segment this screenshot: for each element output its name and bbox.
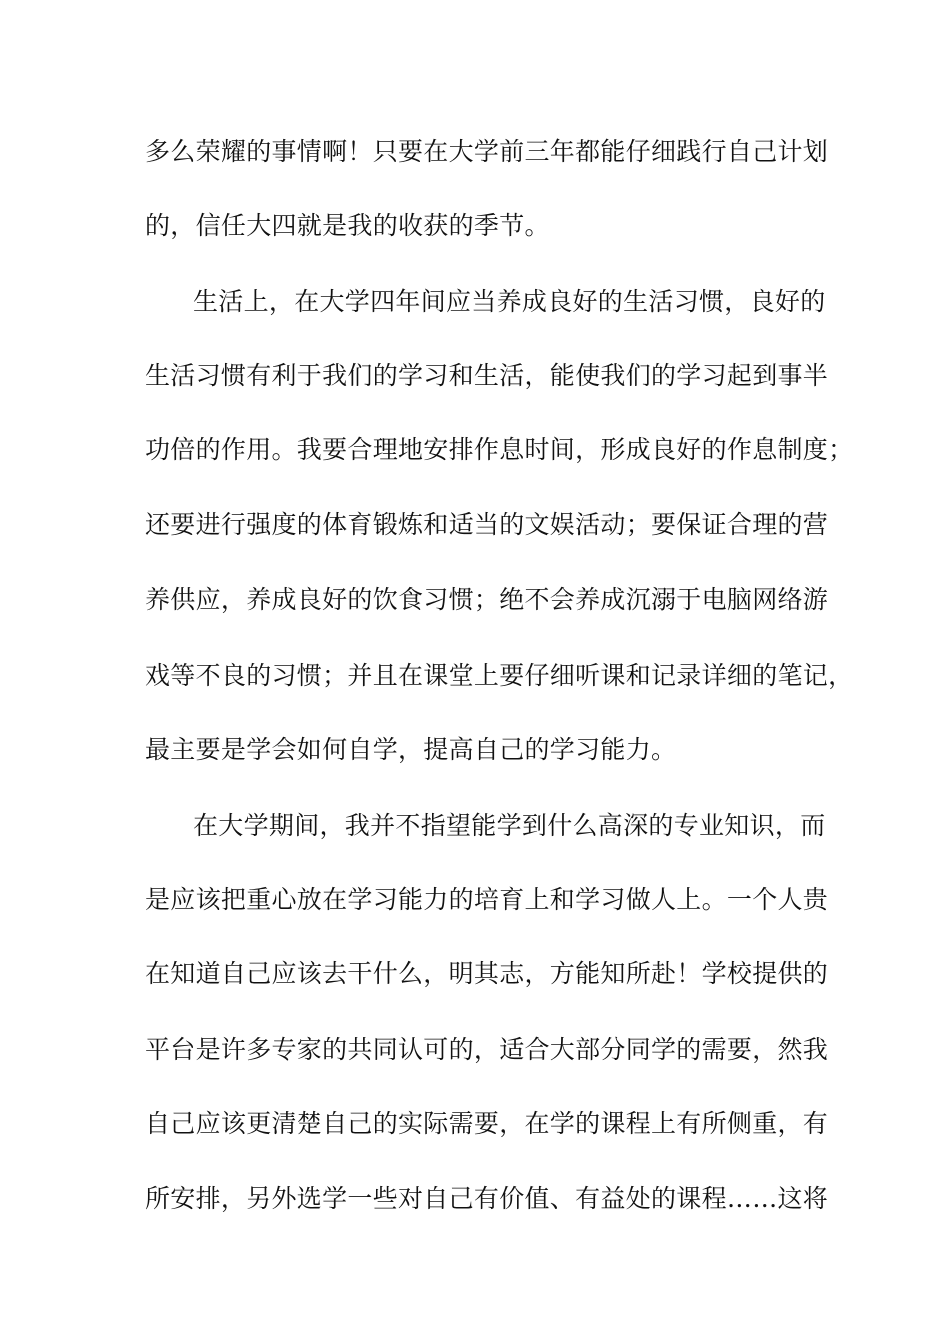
text-line: 所安排，另外选学一些对自己有价值、有益处的课程……这将 xyxy=(145,1184,829,1213)
text-line: 是应该把重心放在学习能力的培育上和学习做人上。一个人贵 xyxy=(145,885,829,914)
text-line: 最主要是学会如何自学，提高自己的学习能力。 xyxy=(145,735,677,764)
text-line: 生活习惯有利于我们的学习和生活，能使我们的学习起到事半 xyxy=(145,361,829,390)
text-line: 还要进行强度的体育锻炼和适当的文娱活动；要保证合理的营 xyxy=(145,510,829,539)
text-line: 戏等不良的习惯；并且在课堂上要仔细听课和记录详细的笔记， xyxy=(145,661,854,690)
text-line: 的，信任大四就是我的收获的季节。 xyxy=(145,211,550,240)
text-line: 平台是许多专家的共同认可的，适合大部分同学的需要，然我 xyxy=(145,1035,829,1064)
text-line: 功倍的作用。我要合理地安排作息时间，形成良好的作息制度； xyxy=(145,435,854,464)
text-line-paragraph-start: 在大学期间，我并不指望能学到什么高深的专业知识，而 xyxy=(193,811,826,840)
text-line: 自己应该更清楚自己的实际需要，在学的课程上有所侧重，有 xyxy=(145,1109,829,1138)
text-line-paragraph-start: 生活上，在大学四年间应当养成良好的生活习惯，良好的 xyxy=(193,287,826,316)
text-line: 多么荣耀的事情啊！只要在大学前三年都能仔细践行自己计划 xyxy=(145,137,829,166)
text-line: 养供应，养成良好的饮食习惯；绝不会养成沉溺于电脑网络游 xyxy=(145,585,829,614)
text-line: 在知道自己应该去干什么，明其志，方能知所赴！学校提供的 xyxy=(145,959,829,988)
